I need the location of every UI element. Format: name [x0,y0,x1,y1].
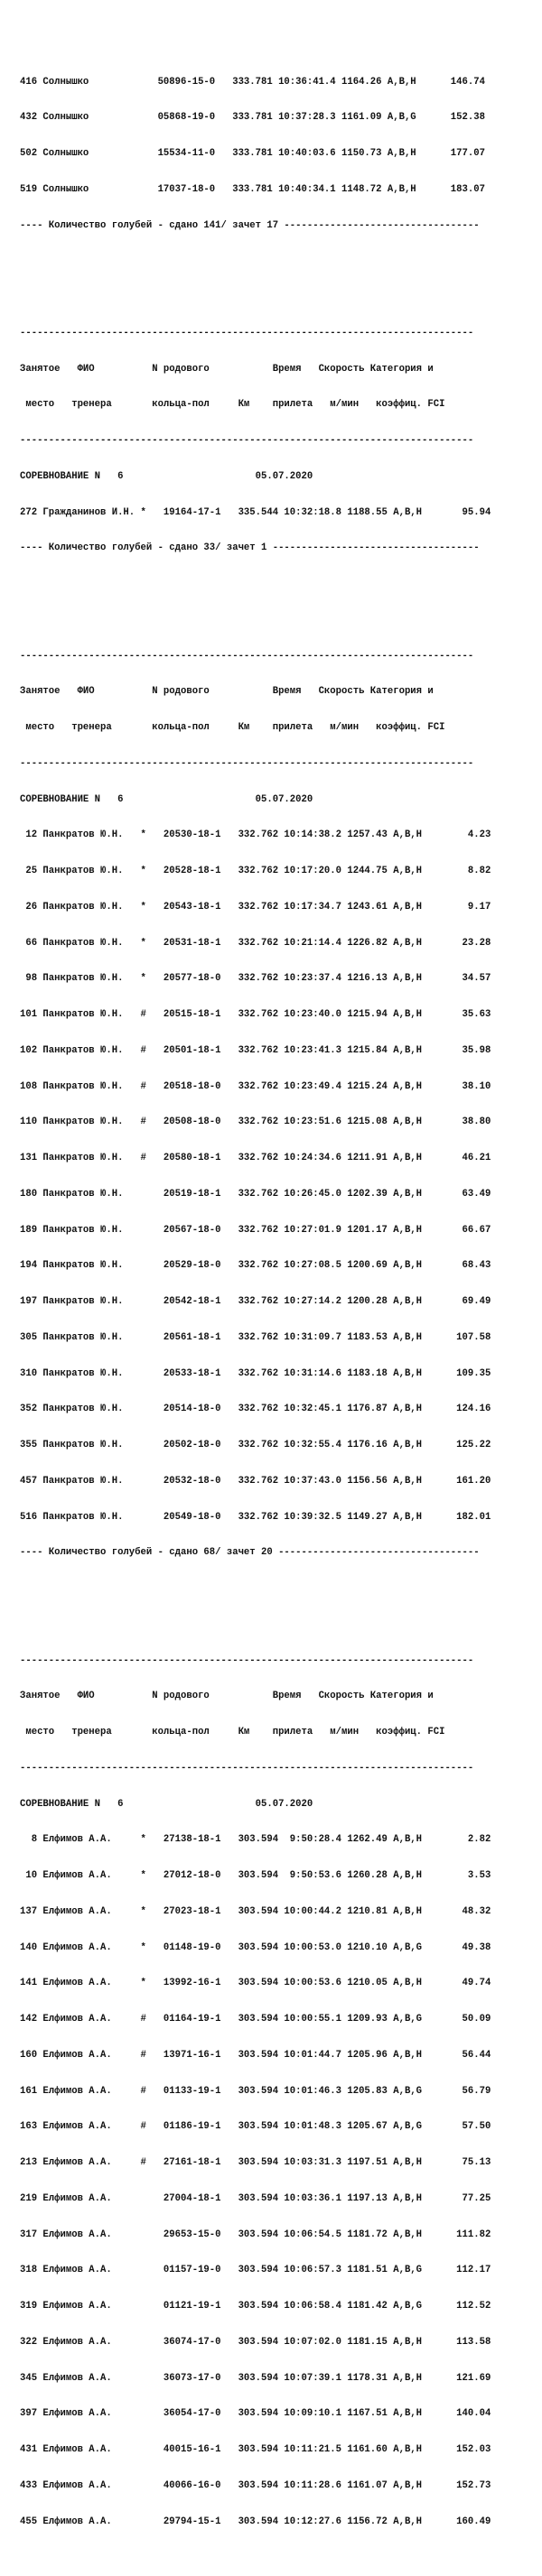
result-row: 141 Елфимов А.А. * 13992-16-1 303.594 10:00:53.6 1210.05 A,B,H 49.74 [20,1978,491,1989]
competition-title: СОРЕВНОВАНИЕ N 6 05.07.2020 [20,793,313,805]
column-header-line-2: место тренера кольца-пол Км прилета м/мин коэффиц. FCI [20,1727,445,1737]
result-row: 310 Панкратов Ю.Н. 20533-18-1 332.762 10:31:14.6 1183.18 A,B,H 109.35 [20,1367,491,1379]
result-row: 142 Елфимов А.А. # 01164-19-1 303.594 10:00:55.1 1209.93 A,B,G 50.09 [20,2014,491,2025]
result-row: 180 Панкратов Ю.Н. 20519-18-1 332.762 10:26:45.0 1202.39 A,B,H 63.49 [20,1188,491,1200]
result-row: 318 Елфимов А.А. 01157-19-0 303.594 10:06:57.3 1181.51 A,B,G 112.17 [20,2265,491,2276]
result-row: 10 Елфимов А.А. * 27012-18-0 303.594 9:50:53.6 1260.28 A,B,H 3.53 [20,1870,491,1881]
result-row: 8 Елфимов А.А. * 27138-18-1 303.594 9:50:28.4 1262.49 A,B,H 2.82 [20,1834,491,1846]
result-row: 131 Панкратов Ю.Н. # 20580-18-1 332.762 10:24:34.6 1211.91 A,B,H 46.21 [20,1153,491,1163]
result-row: 416 Солнышко 50896-15-0 333.781 10:36:41.4 1164.26 A,B,H 146.74 [20,76,485,88]
competition-title: СОРЕВНОВАНИЕ N 6 05.07.2020 [20,1798,313,1810]
result-row: 163 Елфимов А.А. # 01186-19-1 303.594 10:01:48.3 1205.67 A,B,G 57.50 [20,2121,491,2133]
separator-line: ------------------------------------------------------------------------------- [20,757,474,769]
block-summary: ---- Количество голубей - сдано 33/ зачет 1 ------------------------------------ [20,542,480,554]
competition-title: СОРЕВНОВАНИЕ N 6 05.07.2020 [20,470,313,482]
result-row: 355 Панкратов Ю.Н. 20502-18-0 332.762 10:32:55.4 1176.16 A,B,H 125.22 [20,1440,491,1450]
result-row: 101 Панкратов Ю.Н. # 20515-18-1 332.762 10:23:40.0 1215.94 A,B,H 35.63 [20,1009,491,1020]
results-document [20,5,535,2576]
result-row: 26 Панкратов Ю.Н. * 20543-18-1 332.762 10:17:34.7 1243.61 A,B,H 9.17 [20,901,491,913]
block-summary: ---- Количество голубей - сдано 141/ зачет 17 ---------------------------------- [20,219,480,231]
result-row: 319 Елфимов А.А. 01121-19-1 303.594 10:06:58.4 1181.42 A,B,G 112.52 [20,2301,491,2312]
result-row: 272 Гражданинов И.Н. * 19164-17-1 335.544 10:32:18.8 1188.55 A,B,H 95.94 [20,506,491,518]
results-block [20,52,535,255]
result-row: 160 Елфимов А.А. # 13971-16-1 303.594 10:01:44.7 1205.96 A,B,H 56.44 [20,2049,491,2061]
separator-line: ------------------------------------------------------------------------------- [20,1654,474,1666]
result-row: 12 Панкратов Ю.Н. * 20530-18-1 332.762 10:14:38.2 1257.43 A,B,H 4.23 [20,829,491,841]
separator-line: ------------------------------------------------------------------------------- [20,327,474,338]
column-header-line-1: Занятое ФИО N родового Время Скорость Категория и [20,1691,434,1702]
result-row: 161 Елфимов А.А. # 01133-19-1 303.594 10:01:46.3 1205.83 A,B,G 56.79 [20,2085,491,2097]
result-row: 519 Солнышко 17037-18-0 333.781 10:40:34.1 1148.72 A,B,H 183.07 [20,183,485,195]
result-row: 516 Панкратов Ю.Н. 20549-18-0 332.762 10:39:32.5 1149.27 A,B,H 182.01 [20,1511,491,1523]
result-row: 433 Елфимов А.А. 40066-16-0 303.594 10:11:28.6 1161.07 A,B,H 152.73 [20,2479,491,2491]
results-block [20,626,535,1583]
results-block [20,1631,535,2552]
result-row: 305 Панкратов Ю.Н. 20561-18-1 332.762 10:31:09.7 1183.53 A,B,H 107.58 [20,1331,491,1343]
result-row: 194 Панкратов Ю.Н. 20529-18-0 332.762 10:27:08.5 1200.69 A,B,H 68.43 [20,1260,491,1272]
result-row: 102 Панкратов Ю.Н. # 20501-18-1 332.762 10:23:41.3 1215.84 A,B,H 35.98 [20,1044,491,1056]
separator-line: ------------------------------------------------------------------------------- [20,435,474,446]
result-row: 197 Панкратов Ю.Н. 20542-18-1 332.762 10:27:14.2 1200.28 A,B,H 69.49 [20,1296,491,1307]
separator-line: ------------------------------------------------------------------------------- [20,650,474,662]
result-row: 322 Елфимов А.А. 36074-17-0 303.594 10:07:02.0 1181.15 A,B,H 113.58 [20,2336,491,2348]
result-row: 502 Солнышко 15534-11-0 333.781 10:40:03.6 1150.73 A,B,H 177.07 [20,148,485,159]
separator-line: ------------------------------------------------------------------------------- [20,1762,474,1774]
result-row: 317 Елфимов А.А. 29653-15-0 303.594 10:06:54.5 1181.72 A,B,H 111.82 [20,2229,491,2240]
result-row: 457 Панкратов Ю.Н. 20532-18-0 332.762 10:37:43.0 1156.56 A,B,H 161.20 [20,1475,491,1487]
result-row: 189 Панкратов Ю.Н. 20567-18-0 332.762 10:27:01.9 1201.17 A,B,H 66.67 [20,1224,491,1236]
result-row: 397 Елфимов А.А. 36054-17-0 303.594 10:09:10.1 1167.51 A,B,H 140.04 [20,2408,491,2420]
result-row: 431 Елфимов А.А. 40015-16-1 303.594 10:11:21.5 1161.60 A,B,H 152.03 [20,2444,491,2455]
column-header-line-1: Занятое ФИО N родового Время Скорость Категория и [20,363,434,375]
column-header-line-2: место тренера кольца-пол Км прилета м/мин коэффиц. FCI [20,722,445,733]
result-row: 25 Панкратов Ю.Н. * 20528-18-1 332.762 10:17:20.0 1244.75 A,B,H 8.82 [20,866,491,876]
block-summary: ---- Количество голубей - сдано 68/ зачет 20 ----------------------------------- [20,1547,480,1559]
result-row: 110 Панкратов Ю.Н. # 20508-18-0 332.762 10:23:51.6 1215.08 A,B,H 38.80 [20,1117,491,1128]
column-header-line-1: Занятое ФИО N родового Время Скорость Категория и [20,686,434,698]
result-row: 345 Елфимов А.А. 36073-17-0 303.594 10:07:39.1 1178.31 A,B,H 121.69 [20,2372,491,2384]
result-row: 140 Елфимов А.А. * 01148-19-0 303.594 10:00:53.0 1210.10 A,B,G 49.38 [20,1941,491,1953]
result-row: 219 Елфимов А.А. 27004-18-1 303.594 10:03:36.1 1197.13 A,B,H 77.25 [20,2192,491,2204]
result-row: 352 Панкратов Ю.Н. 20514-18-0 332.762 10:32:45.1 1176.87 A,B,H 124.16 [20,1404,491,1415]
result-row: 98 Панкратов Ю.Н. * 20577-18-0 332.762 10:23:37.4 1216.13 A,B,H 34.57 [20,973,491,985]
result-row: 432 Солнышко 05868-19-0 333.781 10:37:28.3 1161.09 A,B,G 152.38 [20,112,485,124]
result-row: 66 Панкратов Ю.Н. * 20531-18-1 332.762 10:21:14.4 1226.82 A,B,H 23.28 [20,937,491,949]
results-block [20,303,535,579]
result-row: 137 Елфимов А.А. * 27023-18-1 303.594 10:00:44.2 1210.81 A,B,H 48.32 [20,1905,491,1917]
result-row: 108 Панкратов Ю.Н. # 20518-18-0 332.762 10:23:49.4 1215.24 A,B,H 38.10 [20,1080,491,1092]
result-row: 213 Елфимов А.А. # 27161-18-1 303.594 10:03:31.3 1197.51 A,B,H 75.13 [20,2157,491,2168]
column-header-line-2: место тренера кольца-пол Км прилета м/мин коэффиц. FCI [20,399,445,411]
result-row: 455 Елфимов А.А. 29794-15-1 303.594 10:12:27.6 1156.72 A,B,H 160.49 [20,2516,491,2527]
